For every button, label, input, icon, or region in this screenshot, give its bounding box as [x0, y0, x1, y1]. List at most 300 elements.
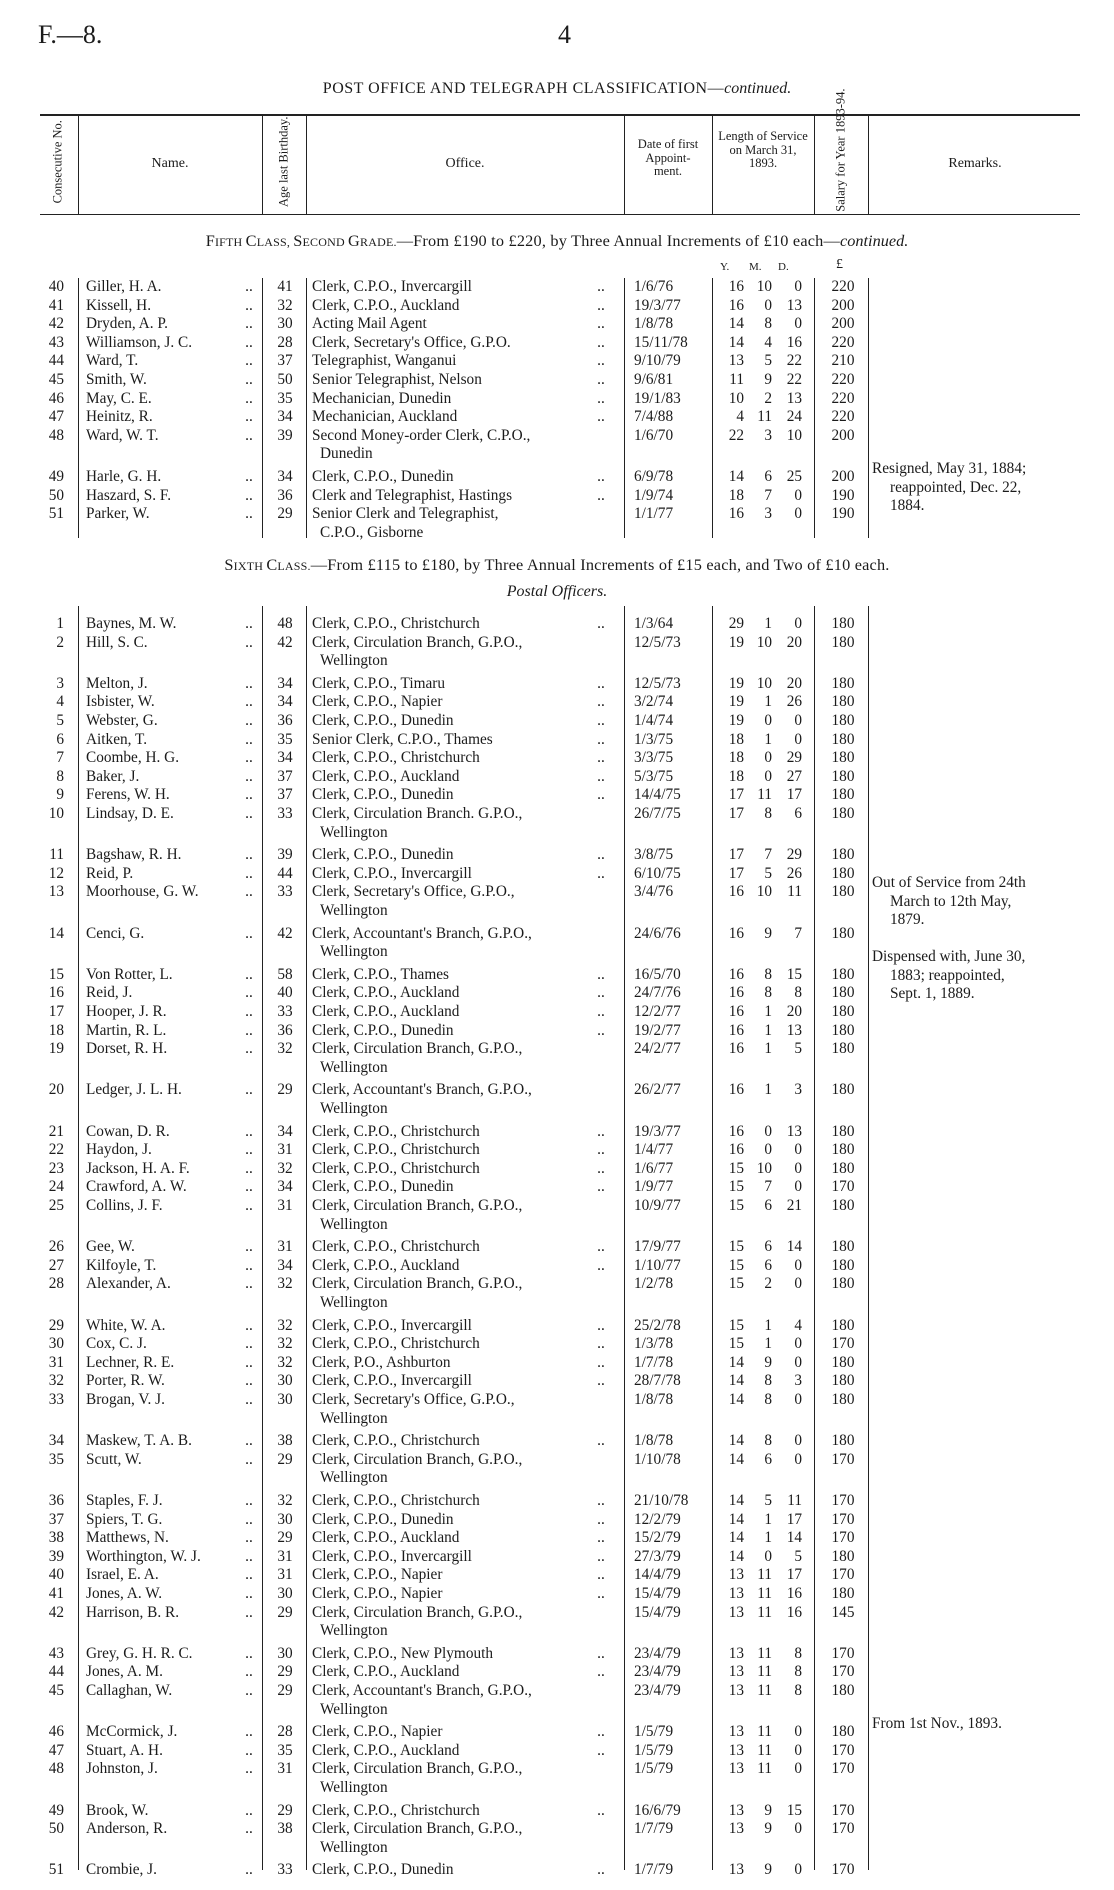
service-years: 14 — [728, 1353, 744, 1371]
appointment-date: 1/4/77 — [634, 1141, 674, 1159]
column-header-age: Age last Birthday. — [276, 116, 291, 207]
appointment-date: 1/4/74 — [634, 712, 674, 729]
age-value: 28 — [277, 1723, 293, 1741]
leader-dots: .. — [245, 1760, 253, 1778]
consecutive-number: 22 — [48, 1141, 64, 1159]
age-value: 29 — [277, 505, 293, 523]
leader-dots: .. — [245, 924, 253, 942]
service-days: 8 — [794, 1682, 802, 1699]
service-months: 0 — [764, 1141, 772, 1159]
service-years: 17 — [728, 805, 744, 822]
consecutive-number: 37 — [48, 1510, 64, 1528]
leader-dots: .. — [245, 352, 253, 370]
office-cell — [312, 1548, 614, 1567]
column-divider — [868, 114, 869, 214]
service-months: 8 — [764, 965, 772, 983]
consecutive-number: 44 — [48, 1663, 64, 1681]
age-value: 29 — [277, 1529, 293, 1547]
age-value: 37 — [277, 767, 293, 785]
appointment-date: 9/6/81 — [634, 371, 674, 388]
salary-value: 180 — [831, 1003, 855, 1020]
office-cell — [312, 278, 614, 297]
page-number: 4 — [558, 20, 571, 49]
leader-dots: .. — [597, 1432, 605, 1450]
service-days: 5 — [794, 1547, 802, 1565]
leader-dots: .. — [245, 883, 253, 901]
age-value: 44 — [277, 864, 293, 882]
service-months: 1 — [764, 730, 772, 748]
service-months: 3 — [764, 426, 772, 444]
appointment-date: 3/3/75 — [634, 749, 674, 767]
service-years: 17 — [728, 786, 744, 804]
service-years: 29 — [728, 615, 744, 632]
consecutive-number: 46 — [48, 1723, 64, 1741]
leader-dots: .. — [245, 426, 253, 444]
office-text: Mechanician, Dunedin — [312, 389, 452, 407]
table-row — [0, 805, 1114, 842]
consecutive-number: 35 — [48, 1450, 64, 1468]
office-text: Clerk, C.P.O., Invercargill — [312, 278, 472, 295]
age-value: 29 — [277, 1081, 293, 1099]
leader-dots: .. — [597, 749, 605, 767]
appointment-date: 21/10/78 — [634, 1492, 689, 1509]
service-months: 9 — [764, 1820, 772, 1838]
office-cell — [312, 1566, 614, 1585]
service-months: 1 — [764, 615, 772, 632]
service-days: 24 — [786, 408, 802, 426]
office-cell — [312, 1040, 614, 1077]
column-header-name: Name. — [151, 156, 189, 171]
age-value: 32 — [277, 1335, 293, 1353]
leader-dots: .. — [245, 1529, 253, 1547]
employee-name: Jackson, H. A. F. — [86, 1159, 190, 1177]
salary-value: 200 — [831, 426, 855, 444]
remark-line: Dispensed with, June 30, — [872, 948, 1026, 965]
heading-part: IXTH — [233, 559, 267, 573]
employee-name: Anderson, R. — [86, 1820, 168, 1838]
leader-dots: .. — [245, 786, 253, 804]
appointment-date: 3/8/75 — [634, 846, 674, 864]
service-days: 0 — [794, 1861, 802, 1879]
office-text: Clerk, Circulation Branch, G.P.O., — [312, 1040, 523, 1058]
office-cell — [312, 1585, 614, 1604]
employee-name: Collins, J. F. — [86, 1197, 163, 1214]
salary-value: 180 — [831, 1585, 855, 1602]
leader-dots: .. — [597, 1353, 605, 1371]
consecutive-number: 42 — [48, 315, 64, 333]
service-months: 6 — [764, 1197, 772, 1214]
leader-dots: .. — [245, 1081, 253, 1099]
leader-dots: .. — [597, 1021, 605, 1039]
service-years: 13 — [728, 1801, 744, 1819]
office-cell — [312, 966, 614, 985]
service-months: 1 — [764, 1040, 772, 1058]
salary-value: 170 — [831, 1335, 855, 1353]
remark-line: Sept. 1, 1889. — [890, 985, 975, 1003]
service-days: 11 — [787, 1492, 802, 1509]
service-years: 13 — [728, 1644, 744, 1662]
salary-value: 170 — [831, 1178, 855, 1196]
service-years: 14 — [728, 1547, 744, 1565]
office-cell — [312, 925, 614, 962]
service-days: 0 — [794, 1275, 802, 1293]
age-value: 32 — [277, 1275, 293, 1293]
table-row — [0, 1275, 1114, 1312]
service-years: 13 — [728, 1585, 744, 1602]
office-cell — [312, 984, 614, 1003]
salary-value: 170 — [831, 1566, 855, 1584]
salary-value: 170 — [831, 1529, 855, 1547]
service-years: 18 — [728, 749, 744, 767]
leader-dots: .. — [245, 864, 253, 882]
employee-name: Haszard, S. F. — [86, 486, 172, 504]
leader-dots: .. — [245, 1159, 253, 1177]
leader-dots: .. — [245, 1391, 253, 1408]
salary-value: 170 — [831, 1450, 855, 1468]
appointment-date: 1/7/78 — [634, 1353, 674, 1371]
consecutive-number: 50 — [48, 1820, 64, 1838]
consecutive-number: 12 — [48, 864, 64, 882]
service-months: 8 — [764, 315, 772, 333]
salary-value: 180 — [831, 1040, 855, 1058]
consecutive-number: 50 — [48, 486, 64, 504]
service-years: 19 — [728, 633, 744, 651]
office-text: Clerk and Telegraphist, Hastings — [312, 486, 513, 504]
age-value: 33 — [277, 1003, 293, 1020]
leader-dots: .. — [245, 1197, 253, 1214]
appointment-date: 19/1/83 — [634, 389, 681, 407]
leader-dots: .. — [597, 1372, 605, 1390]
office-text: Clerk, C.P.O., Napier — [312, 1585, 443, 1602]
column-divider — [814, 114, 815, 214]
leader-dots: .. — [597, 786, 605, 804]
age-value: 32 — [277, 1159, 293, 1177]
office-text: Clerk, C.P.O., Dunedin — [312, 1178, 454, 1196]
appointment-date: 1/9/74 — [634, 486, 674, 504]
age-value: 34 — [277, 1178, 293, 1196]
appointment-date: 28/7/78 — [634, 1372, 681, 1390]
employee-name: Johnston, J. — [86, 1760, 158, 1778]
leader-dots: .. — [597, 1547, 605, 1565]
office-text: Clerk, C.P.O., Timaru — [312, 674, 446, 692]
document-title — [0, 80, 1114, 99]
leader-dots: .. — [245, 1820, 253, 1838]
leader-dots: .. — [245, 1547, 253, 1565]
service-years: 13 — [728, 352, 744, 370]
age-value: 32 — [277, 1040, 293, 1058]
appointment-date: 15/4/79 — [634, 1585, 681, 1602]
service-months: 11 — [757, 1566, 772, 1584]
appointment-date: 19/3/77 — [634, 296, 681, 314]
consecutive-number: 28 — [48, 1275, 64, 1293]
service-years: 16 — [728, 1040, 744, 1058]
office-text: Senior Telegraphist, Nelson — [312, 371, 482, 388]
age-value: 35 — [277, 730, 293, 748]
salary-value: 180 — [831, 1391, 855, 1408]
employee-name: Lindsay, D. E. — [86, 805, 174, 822]
office-text: Clerk, C.P.O., Invercargill — [312, 864, 472, 882]
salary-value: 180 — [831, 864, 855, 882]
service-days: 8 — [794, 1644, 802, 1662]
leader-dots: .. — [597, 486, 605, 504]
remark-15-sixth — [872, 948, 1086, 1004]
employee-name: Staples, F. J. — [86, 1492, 163, 1509]
leader-dots: .. — [245, 767, 253, 785]
employee-name: Giller, H. A. — [86, 278, 162, 295]
service-years: 15 — [728, 1178, 744, 1196]
employee-name: Dryden, A. P. — [86, 315, 169, 333]
column-divider — [306, 114, 307, 214]
service-years: 16 — [728, 883, 744, 901]
service-months: 10 — [756, 883, 772, 901]
appointment-date: 12/5/73 — [634, 674, 681, 692]
consecutive-number: 2 — [56, 633, 64, 651]
consecutive-number: 30 — [48, 1335, 64, 1353]
consecutive-number: 21 — [48, 1122, 64, 1140]
remark-13-sixth — [872, 874, 1086, 930]
consecutive-number: 48 — [48, 426, 64, 444]
consecutive-number: 46 — [48, 389, 64, 407]
employee-name: Martin, R. L. — [86, 1021, 167, 1039]
appointment-date: 1/3/78 — [634, 1335, 674, 1353]
service-days: 22 — [786, 352, 802, 370]
appointment-date: 1/8/78 — [634, 1432, 674, 1450]
office-cell — [312, 634, 614, 671]
office-text-continued: Wellington — [320, 1058, 388, 1076]
office-cell — [312, 712, 614, 731]
consecutive-number: 7 — [56, 749, 64, 767]
service-days: 0 — [794, 486, 802, 504]
office-cell — [312, 1123, 614, 1142]
appointment-date: 1/8/78 — [634, 1391, 674, 1408]
salary-value: 180 — [831, 805, 855, 822]
service-days: 27 — [786, 767, 802, 785]
consecutive-number: 5 — [56, 712, 64, 729]
office-text-continued: Wellington — [320, 652, 388, 670]
service-days: 13 — [786, 296, 802, 314]
office-text: Clerk, C.P.O., Dunedin — [312, 1021, 454, 1039]
leader-dots: .. — [245, 1861, 253, 1879]
leader-dots: .. — [597, 864, 605, 882]
service-months: 5 — [764, 864, 772, 882]
service-months: 1 — [764, 693, 772, 711]
age-value: 31 — [277, 1547, 293, 1565]
service-months: 9 — [764, 1861, 772, 1879]
age-value: 30 — [277, 315, 293, 333]
service-days: 13 — [786, 1122, 802, 1140]
leader-dots: .. — [245, 315, 253, 333]
service-years: 17 — [728, 864, 744, 882]
office-text: Senior Clerk and Telegraphist, — [312, 505, 499, 523]
consecutive-number: 31 — [48, 1353, 64, 1371]
heading-part: continued. — [840, 231, 909, 250]
table-row — [0, 1081, 1114, 1118]
office-text: Clerk, C.P.O., Auckland — [312, 296, 460, 314]
leader-dots: .. — [597, 615, 605, 632]
office-cell — [312, 487, 614, 506]
employee-name: Kilfoyle, T. — [86, 1256, 157, 1274]
salary-value: 200 — [831, 468, 855, 485]
service-days: 13 — [786, 1021, 802, 1039]
age-value: 29 — [277, 1603, 293, 1621]
leader-dots: .. — [245, 1644, 253, 1662]
remark-line: 1883; reappointed, — [890, 966, 1005, 984]
consecutive-number: 6 — [56, 730, 64, 748]
service-days: 16 — [786, 1585, 802, 1602]
office-cell — [312, 1178, 614, 1197]
office-cell — [312, 1372, 614, 1391]
office-text: Clerk, C.P.O., Napier — [312, 1723, 443, 1741]
remark-line: Resigned, May 31, 1884; — [872, 460, 1027, 477]
office-cell — [312, 675, 614, 694]
salary-value: 180 — [831, 1122, 855, 1140]
salary-value: 180 — [831, 786, 855, 804]
appointment-date: 24/7/76 — [634, 984, 681, 1002]
appointment-date: 3/4/76 — [634, 883, 674, 901]
employee-name: Crawford, A. W. — [86, 1178, 187, 1196]
heading-part: IFTH — [214, 235, 246, 249]
age-value: 35 — [277, 1741, 293, 1759]
salary-value: 180 — [831, 749, 855, 767]
salary-value: 180 — [831, 1723, 855, 1741]
service-years: 17 — [728, 846, 744, 864]
service-years: 18 — [728, 730, 744, 748]
salary-value: 180 — [831, 965, 855, 983]
office-text-continued: Wellington — [320, 1409, 388, 1427]
office-cell — [312, 468, 614, 487]
service-days: 4 — [794, 1316, 802, 1334]
employee-name: Israel, E. A. — [86, 1566, 159, 1584]
leader-dots: .. — [597, 674, 605, 692]
salary-value: 180 — [831, 846, 855, 864]
age-value: 35 — [277, 389, 293, 407]
office-text: Clerk, Circulation Branch, G.P.O., — [312, 1760, 523, 1778]
service-months: 1 — [764, 1510, 772, 1528]
office-text-continued: Wellington — [320, 1215, 388, 1233]
salary-value: 190 — [831, 486, 855, 504]
office-text: Clerk, Circulation Branch, G.P.O., — [312, 1603, 523, 1621]
employee-name: Ward, W. T. — [86, 426, 159, 444]
office-cell — [312, 315, 614, 334]
appointment-date: 1/10/78 — [634, 1450, 681, 1468]
leader-dots: .. — [597, 730, 605, 748]
consecutive-number: 45 — [48, 1682, 64, 1699]
leader-dots: .. — [597, 1644, 605, 1662]
age-value: 32 — [277, 1492, 293, 1509]
consecutive-number: 47 — [48, 408, 64, 426]
office-cell — [312, 1723, 614, 1742]
table-row — [0, 1391, 1114, 1428]
employee-name: Bagshaw, R. H. — [86, 846, 182, 864]
appointment-date: 16/6/79 — [634, 1801, 681, 1819]
service-days: 26 — [786, 864, 802, 882]
age-value: 34 — [277, 674, 293, 692]
leader-dots: .. — [597, 1492, 605, 1509]
office-text-continued: Wellington — [320, 901, 388, 919]
employee-name: Brogan, V. J. — [86, 1391, 165, 1408]
office-cell — [312, 1391, 614, 1428]
age-value: 34 — [277, 693, 293, 711]
leader-dots: .. — [597, 278, 605, 295]
service-months: 8 — [764, 1391, 772, 1408]
office-text: Clerk, Secretary's Office, G.P.O., — [312, 883, 515, 901]
age-value: 31 — [277, 1197, 293, 1214]
service-years: 14 — [728, 1372, 744, 1390]
salary-value: 180 — [831, 1238, 855, 1256]
consecutive-number: 38 — [48, 1529, 64, 1547]
leader-dots: .. — [597, 1741, 605, 1759]
office-cell — [312, 1354, 614, 1373]
office-cell — [312, 505, 614, 542]
employee-name: Lechner, R. E. — [86, 1353, 175, 1371]
office-text: Clerk, P.O., Ashburton — [312, 1353, 451, 1371]
appointment-date: 1/8/78 — [634, 315, 674, 333]
office-cell — [312, 352, 614, 371]
leader-dots: .. — [245, 1566, 253, 1584]
office-cell — [312, 390, 614, 409]
age-value: 36 — [277, 1021, 293, 1039]
service-days: 0 — [794, 730, 802, 748]
appointment-date: 1/7/79 — [634, 1820, 674, 1838]
service-years: 13 — [728, 1723, 744, 1741]
office-text: Clerk, C.P.O., Christchurch — [312, 749, 480, 767]
service-years: 14 — [728, 333, 744, 351]
leader-dots: .. — [245, 296, 253, 314]
employee-name: Kissell, H. — [86, 296, 152, 314]
service-days: 10 — [786, 426, 802, 444]
column-header-remarks: Remarks. — [948, 156, 1002, 171]
column-divider — [262, 114, 263, 214]
service-years: 16 — [728, 1003, 744, 1020]
service-years: 13 — [728, 1861, 744, 1879]
office-text-continued: Wellington — [320, 1099, 388, 1117]
employee-name: Porter, R. W. — [86, 1372, 165, 1390]
age-value: 30 — [277, 1372, 293, 1390]
service-months: 1 — [764, 1003, 772, 1020]
employee-name: Scutt, W. — [86, 1450, 142, 1468]
office-cell — [312, 1257, 614, 1276]
leader-dots: .. — [245, 1353, 253, 1371]
office-cell — [312, 427, 614, 464]
office-text-continued: Wellington — [320, 1293, 388, 1311]
age-value: 34 — [277, 408, 293, 426]
service-years: 13 — [728, 1741, 744, 1759]
appointment-date: 12/2/77 — [634, 1003, 681, 1020]
leader-dots: .. — [597, 408, 605, 426]
appointment-date: 6/10/75 — [634, 864, 681, 882]
office-text-continued: Wellington — [320, 823, 388, 841]
service-months: 8 — [764, 1432, 772, 1450]
leader-dots: .. — [597, 1585, 605, 1602]
leader-dots: .. — [597, 468, 605, 485]
salary-value: 200 — [831, 315, 855, 333]
heading-part: LASS, — [256, 235, 294, 249]
leader-dots: .. — [597, 1141, 605, 1159]
office-cell — [312, 1760, 614, 1797]
appointment-date: 24/2/77 — [634, 1040, 681, 1058]
consecutive-number: 26 — [48, 1238, 64, 1256]
appointment-date: 1/6/70 — [634, 426, 674, 444]
service-days: 0 — [794, 1741, 802, 1759]
appointment-date: 5/3/75 — [634, 767, 674, 785]
office-text: Clerk, Secretary's Office, G.P.O., — [312, 1391, 515, 1408]
service-months: 9 — [764, 371, 772, 388]
service-days: 0 — [794, 1391, 802, 1408]
age-value: 30 — [277, 1585, 293, 1602]
service-months: 7 — [764, 846, 772, 864]
office-text: Clerk, C.P.O., Christchurch — [312, 1801, 480, 1819]
consecutive-number: 10 — [48, 805, 64, 822]
